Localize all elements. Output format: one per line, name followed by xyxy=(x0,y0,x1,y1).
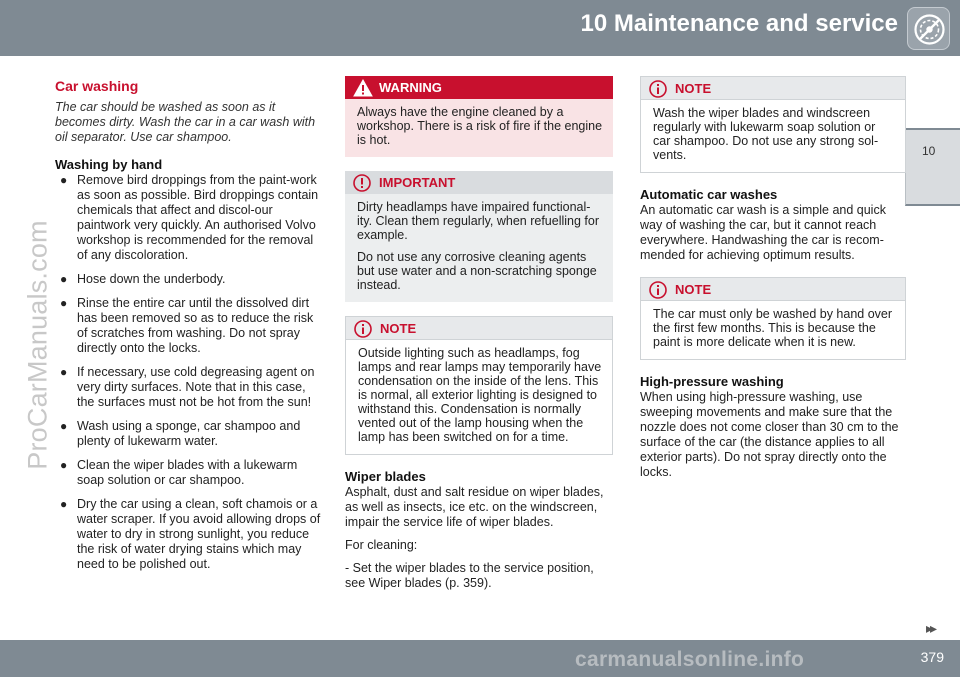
note-info-icon xyxy=(649,80,667,98)
important-label: IMPORTANT xyxy=(379,175,456,190)
important-exclamation-icon xyxy=(353,174,371,192)
chapter-side-tab[interactable] xyxy=(905,128,960,206)
note-label: NOTE xyxy=(675,281,712,297)
cleaning-text: - Set the wiper blades to the service position, see Wiper blades (p. 359). xyxy=(345,561,594,590)
auto-wash-text: An automatic car wash is a simple and quick way of washing the car, but it cannot reach everywhere. Handwashing the car is recom-mended for achieving optimum results. xyxy=(640,203,886,262)
note-info-icon xyxy=(649,281,667,299)
list-item: ● If necessary, use cold degreasing agent on very dirty surfaces. Note that in this case, the surfaces must not be hot from the sun! xyxy=(60,365,315,409)
page-number: 379 xyxy=(920,649,944,665)
warning-text: Always have the engine cleaned by a workshop. There is a risk of fire if the engine is hot. xyxy=(357,105,603,147)
note-body xyxy=(640,300,906,360)
note-box xyxy=(640,277,906,360)
list-item: ● Hose down the underbody. xyxy=(60,272,226,286)
list-item: ● Dry the car using a clean, soft chamois or a water scraper. If you avoid allowing drops of water to dry in strong sunlight, you reduce the risk of water drying stains which may need to be polished out. xyxy=(60,497,321,571)
footer-watermark: carmanualsonline.info xyxy=(575,648,805,671)
subheading-wiper-blades: Wiper blades xyxy=(345,469,426,484)
high-pressure-text: When using high-pressure washing, use sweeping movements and make sure that the nozzle does not come closer than 30 cm to the surface of the car (the distance applies to all exterior parts). Do not spray directly onto the locks. xyxy=(640,390,899,479)
note-info-icon xyxy=(354,320,372,338)
intro-text: The car should be washed as soon as it becomes dirty. Wash the car in a car wash with oil separator. Use car shampoo. xyxy=(55,100,316,144)
list-item: ● Wash using a sponge, car shampoo and plenty of lukewarm water. xyxy=(60,419,301,448)
subheading-washing-by-hand: Washing by hand xyxy=(55,157,163,172)
list-item: ● Clean the wiper blades with a lukewarm soap solution or car shampoo. xyxy=(60,458,298,487)
bullet-icon: ● xyxy=(60,296,68,310)
note-body xyxy=(640,99,906,173)
side-watermark xyxy=(18,60,58,630)
list-item: ● Remove bird droppings from the paint-work as soon as possible. Bird droppings contain chemicals that affect and discol-our paintwork very quickly. An authorised Volvo workshop is recommended for the removal of any discoloration. xyxy=(60,173,319,262)
bullet-icon: ● xyxy=(60,272,68,286)
bullet-icon: ● xyxy=(60,458,68,472)
subheading-high-pressure-washing: High-pressure washing xyxy=(640,374,784,389)
note-box xyxy=(345,316,613,455)
bullet-icon: ● xyxy=(60,173,68,187)
important-text-1: Dirty headlamps have impaired functional-ity. Clean them regularly, when refuelling for example. xyxy=(357,200,600,242)
cleaning-label: For cleaning: xyxy=(345,538,418,552)
note-label: NOTE xyxy=(675,80,712,96)
footer-bar xyxy=(0,640,960,677)
wiper-text: Asphalt, dust and salt residue on wiper blades, as well as insects, ice etc. on the windscreen, impair the service life of wiper blades. xyxy=(345,485,604,529)
note-text: Outside lighting such as headlamps, fog lamps and rear lamps may temporarily have condensation on the inside of the lens. This is normal, all exterior lighting is designed to withstand this. Condensation is normally vented out of the lamp housing when the lamp has been switched on for a time. xyxy=(358,346,602,444)
note-body xyxy=(345,339,613,455)
note-header xyxy=(640,76,906,99)
note-text: Wash the wiper blades and windscreen regularly with lukewarm soap solution or car shampoo. Do not use any strong sol-vents. xyxy=(653,106,879,162)
list-item: ● Rinse the entire car until the dissolved dirt has been removed so as to reduce the risk of scratches from washing. Do not spray directly onto the locks. xyxy=(60,296,314,355)
warning-triangle-icon xyxy=(353,79,373,97)
warning-label: WARNING xyxy=(379,80,442,95)
note-header xyxy=(640,277,906,300)
column-car-washing xyxy=(55,76,323,581)
column-car-washes xyxy=(640,76,906,480)
note-box xyxy=(640,76,906,173)
warning-box xyxy=(345,76,613,157)
bullet-icon: ● xyxy=(60,497,68,511)
note-header xyxy=(345,316,613,339)
important-header xyxy=(345,171,613,194)
double-chevron-right-icon[interactable]: ▸▸ xyxy=(926,620,935,636)
chapter-tab-number: 10 xyxy=(922,144,936,158)
bullet-icon: ● xyxy=(60,365,68,379)
column-warnings xyxy=(345,76,613,591)
warning-header xyxy=(345,76,613,99)
note-label: NOTE xyxy=(380,320,417,336)
important-box xyxy=(345,171,613,302)
chapter-title: 10 Maintenance and service xyxy=(580,10,898,37)
gear-wrench-icon xyxy=(907,7,950,50)
note-text: The car must only be washed by hand over the first few months. This is because the paint is more delicate when it is new. xyxy=(653,307,893,349)
subheading-automatic-car-washes: Automatic car washes xyxy=(640,187,778,202)
bullet-icon: ● xyxy=(60,419,68,433)
warning-body xyxy=(345,99,613,157)
washing-steps-list xyxy=(55,173,323,572)
important-text-2: Do not use any corrosive cleaning agents but use water and a non-scratching sponge instead. xyxy=(357,250,597,292)
important-body xyxy=(345,194,613,302)
section-title: Car washing xyxy=(55,78,139,94)
side-watermark-text: ProCarManuals.com xyxy=(22,220,53,470)
